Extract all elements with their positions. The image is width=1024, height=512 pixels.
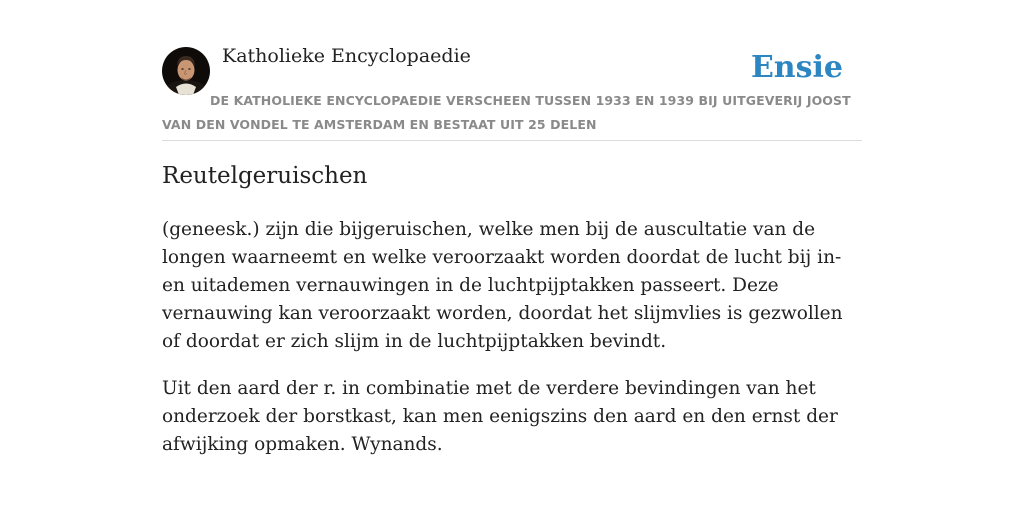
article-body <box>162 216 862 478</box>
article-paragraph: (geneesk.) zijn die bijgeruischen, welke men bij de auscultatie van de longen waarneemt en welke veroorzaakt worden doordat de lucht bij in- en uitademen vernauwingen in de luchtpijptakken passeert. Deze vernauwing kan veroorzaakt worden, doordat het slijmvlies is gezwollen of doordat er zich slijm in de luchtpijptakken bevindt. <box>162 219 843 352</box>
article-title: Reutelgeruischen <box>162 163 368 189</box>
site-title[interactable]: Katholieke Encyclopaedie <box>222 45 471 67</box>
avatar[interactable] <box>162 47 210 95</box>
article-paragraph: Uit den aard der r. in combinatie met de verdere bevindingen van het onderzoek der borstkast, kan men eenigszins den aard en den ernst der afwijking opmaken. Wynands. <box>162 378 838 455</box>
ensie-logo-link[interactable]: Ensie <box>750 50 843 85</box>
portrait-image <box>162 47 210 95</box>
site-header <box>162 0 862 141</box>
page-container <box>162 0 862 455</box>
site-description: DE KATHOLIEKE ENCYCLOPAEDIE VERSCHEEN TUSSEN 1933 EN 1939 BIJ UITGEVERIJ JOOST VAN DEN VONDEL TE AMSTERDAM EN BESTAAT UIT 25 DELEN <box>162 93 851 132</box>
